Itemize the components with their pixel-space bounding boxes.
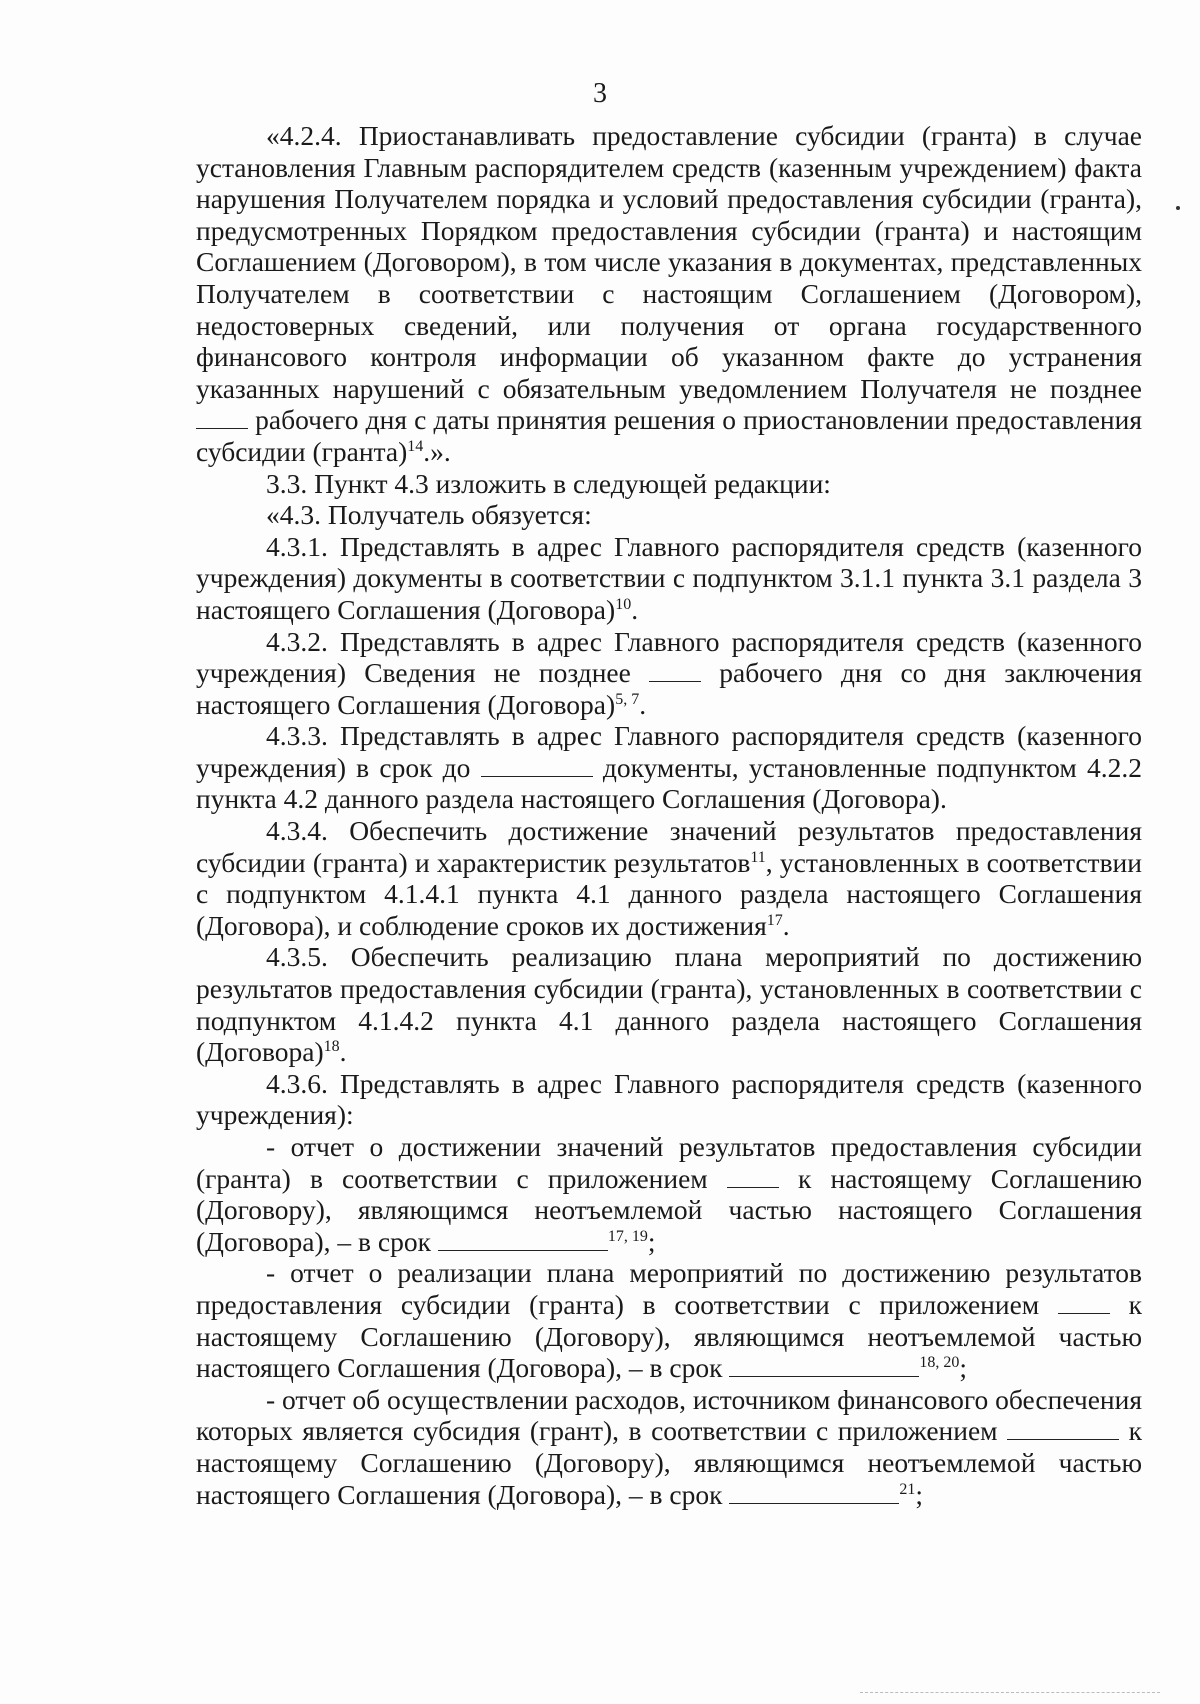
text-segment: . [639, 688, 647, 720]
list-item-report-expenses [196, 1384, 1142, 1510]
text-segment: 4.3.5. Обеспечить реализацию плана мероприятий по достижению результатов предоставления субсидии (гранта), установленных в соответствии с подпунктом 4.1.4.2 пункта 4.1 данного раздела настоящего Соглашения (Договора) [196, 941, 1142, 1068]
text-segment: 4.3.4. Обеспечить достижение значений результатов предоставления субсидии (гранта) и характеристик результатов [196, 815, 1142, 878]
page-number: 3 [593, 78, 607, 109]
paragraph-4-3-4 [196, 815, 1142, 941]
footnote-ref: 14 [407, 437, 424, 455]
list-item-report-results [196, 1131, 1142, 1257]
footnote-ref: 18 [323, 1038, 340, 1056]
blank-field [729, 1356, 919, 1377]
text-segment: 4.3.1. Представлять в адрес Главного распорядителя средств (казенного учреждения) документы в соответствии с подпунктом 3.1.1 пункта 3.1 раздела 3 настоящего Соглашения (Договора) [196, 530, 1142, 625]
text-segment: к настоящему Соглашению (Договору), являющимся неотъемлемой частью настоящего Соглашения (Договора), – в срок [196, 1288, 1143, 1384]
text-segment: . [339, 1036, 347, 1068]
text-segment: рабочего дня со дня заключения настоящего Соглашения (Договора) [196, 657, 1143, 720]
text-segment: ; [959, 1352, 967, 1384]
blank-field [481, 756, 593, 777]
document-body [196, 120, 1142, 1510]
footnote-ref: 10 [615, 595, 632, 613]
paragraph-4-3-2 [196, 626, 1142, 721]
blank-field [196, 408, 248, 429]
paragraph-4-2-4 [196, 120, 1142, 468]
blank-field [1007, 1419, 1119, 1440]
footnote-ref: 11 [750, 848, 766, 866]
text-segment: 4.3.2. Представлять в адрес Главного распорядителя средств (казенного учреждения) Сведения не позднее [196, 625, 1142, 689]
text-segment: - отчет о достижении значений результатов предоставления субсидии (гранта) в соответствии с приложением [196, 1131, 1142, 1194]
text-segment: - отчет об осуществлении расходов, источником финансового обеспечения которых является субсидия (грант), в соответствии с приложением [196, 1383, 1142, 1447]
footnote-ref: 5, 7 [615, 690, 640, 708]
paragraph-4-3: «4.3. Получатель обязуется: [266, 499, 592, 531]
text-segment: к настоящему Соглашению (Договору), являющимся неотъемлемой частью настоящего Соглашения (Договора), – в срок [196, 1162, 1143, 1257]
text-segment: документы, установленные подпунктом 4.2.2 пункта 4.2 данного раздела настоящего Соглашения (Договора). [196, 751, 1143, 815]
footnote-ref: 21 [899, 1480, 916, 1498]
text-segment: - отчет о реализации плана мероприятий по достижению результатов предоставления субсидии (гранта) в соответствии с приложением [196, 1257, 1142, 1320]
text-segment: .». [423, 435, 451, 467]
footnote-ref: 17 [766, 911, 783, 929]
scan-artifact-edge [860, 1692, 1160, 1697]
text-segment: рабочего дня с даты принятия решения о приостановлении предоставления субсидии (гранта) [196, 404, 1143, 467]
text-segment: . [631, 593, 639, 625]
blank-field [727, 1167, 779, 1188]
blank-field [729, 1483, 899, 1504]
paragraph-4-3-3 [196, 720, 1142, 815]
blank-field [438, 1230, 608, 1251]
blank-field [1058, 1293, 1110, 1314]
blank-field [649, 661, 701, 682]
text-segment: . [782, 909, 790, 941]
text-segment: ; [647, 1225, 656, 1257]
text-segment: ; [915, 1478, 923, 1510]
footnote-ref: 18, 20 [919, 1354, 960, 1371]
scan-artifact-dot [1176, 206, 1180, 210]
paragraph-4-3-1 [196, 531, 1142, 626]
paragraph-3-3: 3.3. Пункт 4.3 изложить в следующей редакции: [266, 467, 831, 499]
text-segment: 4.3.3. Представлять в адрес Главного распорядителя средств (казенного учреждения) в срок до [196, 720, 1142, 783]
paragraph-4-3-5 [196, 941, 1142, 1067]
footnote-ref: 17, 19 [607, 1227, 648, 1245]
text-segment: к настоящему Соглашению (Договору), являющимся неотъемлемой частью настоящего Соглашения (Договора), – в срок [196, 1415, 1143, 1510]
list-item-report-plan [196, 1257, 1142, 1383]
text-segment: , установленных в соответствии с подпунктом 4.1.4.1 пункта 4.1 данного раздела настоящего Соглашения (Договора), и соблюдение сроков их достижения [196, 846, 1142, 941]
text-segment: «4.2.4. Приостанавливать предоставление субсидии (гранта) в случае установления Главным распорядителем средств (казенным учреждением) факта нарушения Получателем порядка и условий предоставления субсидии (гранта), предусмотренных Порядком предоставления субсидии (гранта) и настоящим Соглашением (Договором), в том числе указания в документах, представленных Получателем в соответствии с настоящим Соглашением (Договором), недостоверных сведений, или получения от органа государственного финансового контроля информации об указанном факте до устранения указанных нарушений с обязательным уведомлением Получателя не позднее [196, 120, 1142, 404]
paragraph-4-3-6: 4.3.6. Представлять в адрес Главного распорядителя средств (казенного учреждения): [196, 1067, 1142, 1131]
